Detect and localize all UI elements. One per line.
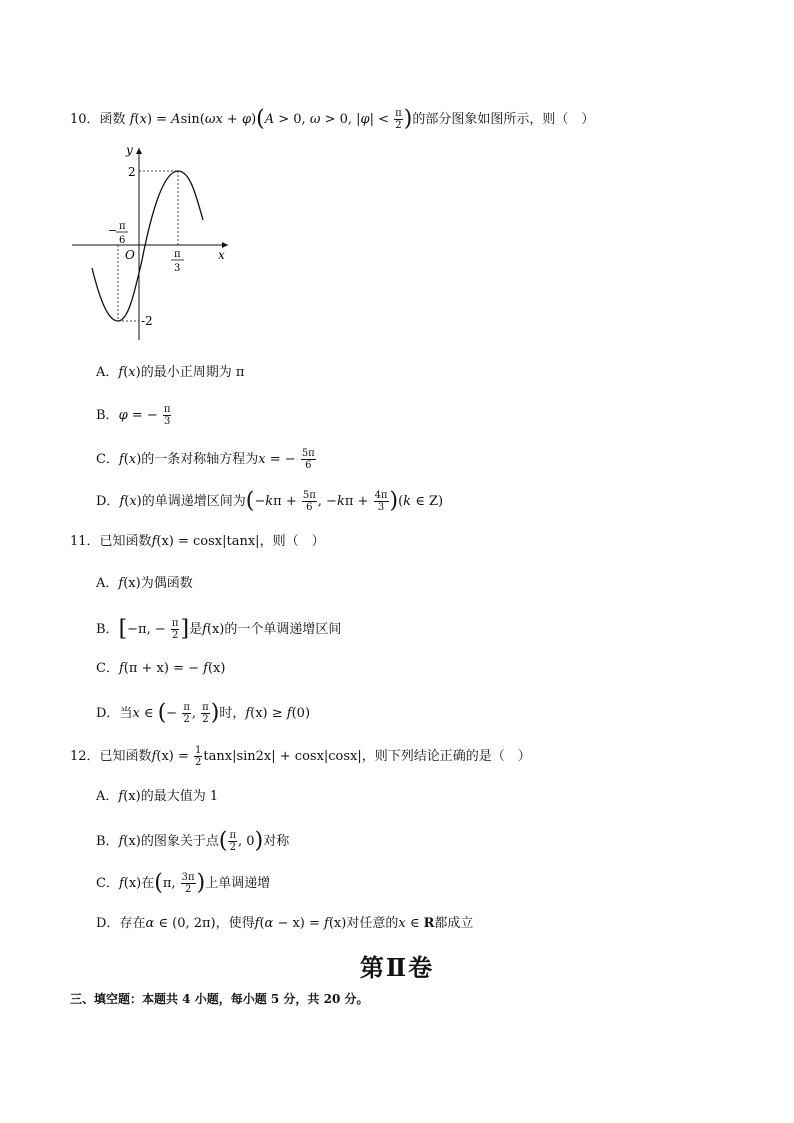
svg-text:−: − (108, 224, 118, 237)
q11-stem: 11．已知函数f(x) = cosx|tanx|，则（ ） (70, 534, 325, 549)
q12-option-d[interactable]: D．存在α ∈ (0, 2π)，使得f(α − x) = f(x)对任意的x ∈ R都成立 (96, 916, 474, 931)
q11-option-c[interactable]: C．f(π + x) = − f(x) (96, 661, 226, 676)
svg-text:π: π (174, 249, 181, 260)
y-min-label: -2 (141, 314, 153, 328)
origin-label: O (125, 248, 135, 262)
q11-option-a[interactable]: A．f(x)为偶函数 (96, 576, 193, 591)
svg-text:6: 6 (119, 235, 126, 246)
q12-option-a[interactable]: A．f(x)的最大值为 1 (96, 789, 219, 804)
q10-option-d[interactable]: D．f(x)的单调递增区间为(−kπ + $\frac{5\pi}{6}$ , −kπ + $\frac{4\pi}{3}$ )(k ∈ Z) (96, 488, 444, 514)
q11-option-b[interactable]: B．[−π, − $\frac{\pi}{2}$ ]是f(x)的一个单调递增区间 (96, 616, 342, 642)
y-axis-label: y (126, 143, 133, 157)
svg-text:3: 3 (174, 263, 181, 274)
svg-text:π: π (119, 221, 126, 232)
q10-sine-graph (70, 140, 240, 350)
q10-option-a[interactable]: A．f(x)的最小正周期为 π (96, 365, 245, 380)
section-title: 第Ⅱ卷 (359, 953, 435, 982)
x-axis-label: x (218, 248, 225, 262)
sine-curve (92, 171, 203, 321)
q12-option-b[interactable]: B．f(x)的图象关于点( $\frac{\pi}{2}$ , 0)对称 (96, 828, 290, 854)
q12-option-c[interactable]: C．f(x)在(π, $\frac{3\pi}{2}$ )上单调递增 (96, 870, 271, 896)
q12-stem: 12．已知函数f(x) = $\frac{1}{2}$ tanx|sin2x| + cosx|cosx|，则下列结论正确的是（ ） (70, 745, 531, 768)
q11-option-d[interactable]: D．当x ∈ (− $\frac{\pi}{2}$ , $\frac{\pi}{2}$ )时，f(x) ≥ f(0) (96, 700, 311, 726)
y-max-label: 2 (128, 165, 136, 179)
section-heading: 三、填空题：本题共 4 小题，每小题 5 分，共 20 分。 (70, 992, 369, 1006)
q10-option-c[interactable]: C．f(x)的一条对称轴方程为x = − $\frac{5\pi}{6}$ (96, 448, 315, 471)
q10-stem: 10．函数 f(x) = Asin(ωx + φ)(A > 0, ω > 0, |φ| < $\frac{\pi}{2}$ )的部分图象如图所示，则（ ） (70, 106, 595, 132)
q10-option-b[interactable]: B．φ = − $\frac{\pi}{3}$ (96, 404, 171, 427)
